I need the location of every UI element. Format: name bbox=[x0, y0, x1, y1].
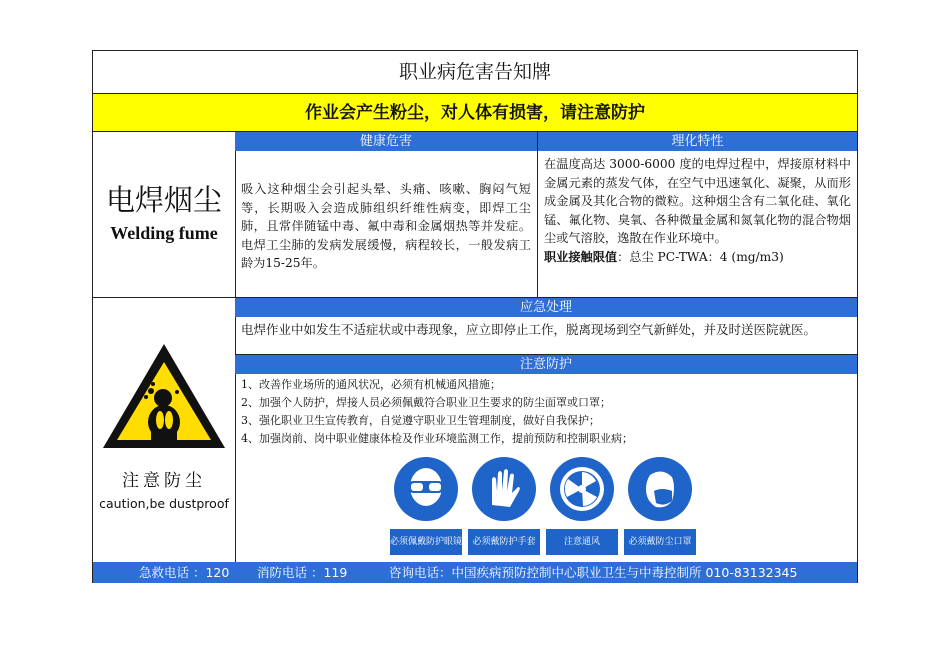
protection-item: 4、加强岗前、岗中职业健康体检及作业环境监测工作，提前预防和控制职业病； bbox=[241, 432, 633, 445]
health-hazard-header: 健康危害 bbox=[235, 132, 537, 151]
hazard-name-zh: 电焊烟尘 bbox=[105, 183, 222, 217]
mask-icon bbox=[628, 457, 692, 521]
exposure-limit-label: 职业接触限值 bbox=[544, 249, 618, 264]
gloves-sign-label: 必须戴防护手套 bbox=[468, 529, 540, 555]
gloves-sign bbox=[468, 457, 540, 557]
goggles-sign bbox=[390, 457, 462, 557]
footer-contacts bbox=[93, 562, 857, 583]
mask-sign-label: 必须戴防尘口罩 bbox=[624, 529, 696, 555]
measures-column bbox=[235, 298, 857, 562]
protection-header: 注意防护 bbox=[235, 355, 857, 374]
physical-properties-text: 在温度高达 3000-6000 度的电焊过程中，焊接原材料中金属元素的蒸发气体，在空气中迅速氧化、凝聚，从而形成金属及其化合物的微粒。这种烟尘含有二氧化硅、氧化锰、氟化物、臭氧、各种微量金属和氮氧化物的混合物烟尘或气溶胶，逸散在作业环境中。 bbox=[544, 157, 851, 245]
goggles-sign-label: 必须佩戴防护眼镜 bbox=[390, 529, 462, 555]
physical-properties-column bbox=[538, 132, 857, 298]
fan-icon bbox=[550, 457, 614, 521]
hazard-name-en: Welding fume bbox=[110, 223, 218, 243]
mandatory-signs bbox=[390, 457, 700, 559]
emergency-header: 应急处理 bbox=[235, 298, 857, 317]
ventilation-sign-label: 注意通风 bbox=[546, 529, 618, 555]
protection-item: 3、强化职业卫生宣传教育，自觉遵守职业卫生管理制度，做好自我保护； bbox=[241, 414, 600, 427]
hazard-name-cell bbox=[93, 132, 236, 298]
health-hazard-text: 吸入这种烟尘会引起头晕、头痛、咳嗽、胸闷气短等，长期吸入会造成肺组织纤维性病变，即焊工尘肺，且常伴随锰中毒、氟中毒和金属烟热等并发症。电焊工尘肺的发病发展缓慢，病程较长，一般发病工龄为15-25年。 bbox=[241, 182, 531, 270]
notice-board bbox=[92, 50, 858, 583]
gloves-icon bbox=[472, 457, 536, 521]
fire-phone: 消防电话 ：119 bbox=[257, 565, 348, 580]
ventilation-sign bbox=[546, 457, 618, 557]
hazard-section bbox=[93, 132, 857, 298]
health-hazard-column bbox=[235, 132, 538, 298]
mask-sign bbox=[624, 457, 696, 557]
consult-phone: 咨询电话：中国疾病预防控制中心职业卫生与中毒控制所 010-83132345 bbox=[389, 565, 798, 580]
emergency-text: 电焊作业中如发生不适症状或中毒现象，应立即停止工作，脱离现场到空气新鲜处，并及时送医院就医。 bbox=[235, 317, 857, 355]
physical-properties-header: 理化特性 bbox=[538, 132, 857, 151]
caution-sign-zh: 注意防尘 bbox=[122, 471, 206, 491]
caution-sign bbox=[93, 298, 236, 562]
warning-banner: 作业会产生粉尘，对人体有损害，请注意防护 bbox=[93, 94, 857, 132]
caution-sign-en: caution,be dustproof bbox=[99, 496, 229, 511]
protection-item: 1、改善作业场所的通风状况，必须有机械通风措施； bbox=[241, 378, 501, 391]
board-title: 职业病危害告知牌 bbox=[93, 51, 857, 94]
lower-section bbox=[93, 298, 857, 562]
protection-list bbox=[235, 374, 857, 450]
emergency-phone: 急救电话 ：120 bbox=[139, 565, 230, 580]
exposure-limit-value: ：总尘 PC-TWA：4 (mg/m3) bbox=[617, 249, 784, 264]
goggles-icon bbox=[394, 457, 458, 521]
protection-item: 2、加强个人防护，焊接人员必须佩戴符合职业卫生要求的防尘面罩或口罩； bbox=[241, 396, 611, 409]
